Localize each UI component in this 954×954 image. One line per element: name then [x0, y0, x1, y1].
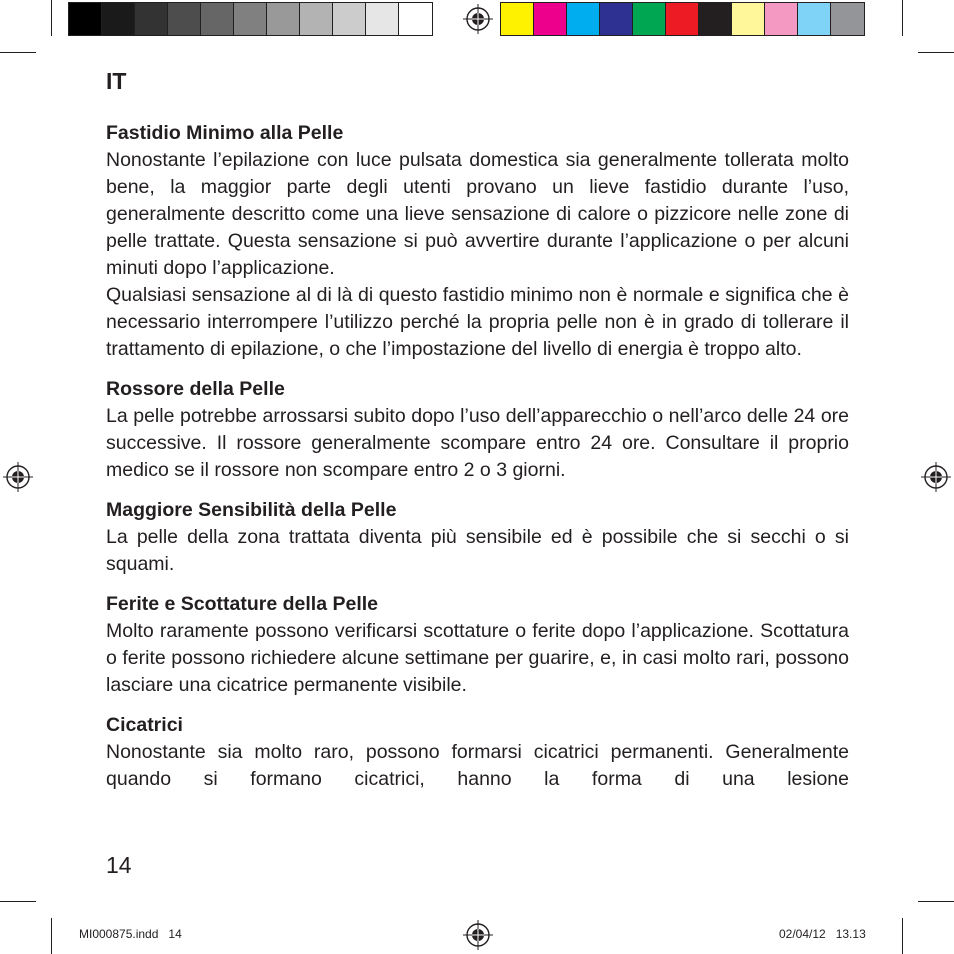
section-title: Fastidio Minimo alla Pelle: [106, 122, 344, 144]
crop-mark-top-left-horizontal: [0, 52, 36, 53]
color-swatch: [69, 3, 102, 35]
section-wounds-burns: [106, 591, 849, 699]
registration-mark-icon: [463, 920, 493, 950]
color-swatch: [201, 3, 234, 35]
registration-mark-icon: [463, 4, 493, 34]
color-swatch: [600, 3, 633, 35]
section-title: Ferite e Scottature della Pelle: [106, 593, 379, 615]
slug-date-time: 02/04/12 13.13: [779, 927, 866, 941]
section-scars: [106, 712, 849, 793]
crop-mark-bottom-left-horizontal: [0, 901, 36, 902]
page-number: 14: [106, 852, 132, 878]
color-swatch: [666, 3, 699, 35]
section-minimal-discomfort: [106, 120, 849, 363]
page-content: [106, 120, 849, 806]
section-title: Cicatrici: [106, 714, 183, 736]
crop-mark-bottom-right-vertical: [902, 918, 903, 954]
section-title: Rossore della Pelle: [106, 378, 285, 400]
section-paragraph: Molto raramente possono verificarsi scottature o ferite dopo l’applicazione. Scottatura o ferite possono richiedere alcune settimane per guarire, e, in casi molto rari, possono lasciare una cicatrice permanente visibile.: [106, 620, 849, 696]
color-swatch: [102, 3, 135, 35]
crop-mark-bottom-left-vertical: [51, 918, 52, 954]
color-swatch: [633, 3, 666, 35]
color-swatch: [798, 3, 831, 35]
section-paragraph: La pelle potrebbe arrossarsi subito dopo l’uso dell’apparecchio o nell’arco delle 24 ore successive. Il rossore generalmente scompare entro 24 ore. Consultare il proprio medico se il rossore non scompare entro 2 o 3 giorni.: [106, 405, 849, 481]
crop-mark-top-right-vertical: [902, 0, 903, 36]
section-paragraph: Qualsiasi sensazione al di là di questo fastidio minimo non è normale e significa che è necessario interrompere l’utilizzo perché la propria pelle non è in grado di tollerare il trattamento di epilazione, o che l’impostazione del livello di energia è troppo alto.: [106, 284, 849, 360]
grayscale-color-bar: [68, 2, 433, 36]
color-swatch: [366, 3, 399, 35]
color-swatch: [732, 3, 765, 35]
color-swatch: [501, 3, 534, 35]
color-swatch: [267, 3, 300, 35]
language-code: IT: [106, 68, 127, 94]
color-swatch: [300, 3, 333, 35]
registration-mark-icon: [921, 462, 951, 492]
color-swatch: [534, 3, 567, 35]
color-swatch: [699, 3, 732, 35]
color-swatch: [399, 3, 432, 35]
crop-mark-bottom-right-horizontal: [918, 901, 954, 902]
section-skin-redness: [106, 376, 849, 484]
section-title: Maggiore Sensibilità della Pelle: [106, 499, 397, 521]
color-swatch: [765, 3, 798, 35]
color-swatch: [168, 3, 201, 35]
process-color-bar: [500, 2, 865, 36]
section-paragraph: La pelle della zona trattata diventa più sensibile ed è possibile che si secchi o si squami.: [106, 526, 849, 575]
color-swatch: [567, 3, 600, 35]
color-swatch: [333, 3, 366, 35]
section-paragraph: Nonostante l’epilazione con luce pulsata domestica sia generalmente tollerata molto bene, la maggior parte degli utenti provano un lieve fastidio durante l’uso, generalmente descritto come una lieve sensazione di calore o pizzicore nelle zone di pelle trattate. Questa sensazione si può avvertire durante l’applicazione o per alcuni minuti dopo l’applicazione.: [106, 149, 849, 279]
registration-mark-icon: [3, 462, 33, 492]
crop-mark-top-left-vertical: [51, 0, 52, 36]
color-swatch: [234, 3, 267, 35]
crop-mark-top-right-horizontal: [918, 52, 954, 53]
color-swatch: [831, 3, 864, 35]
slug-file-name: MI000875.indd 14: [79, 927, 182, 941]
color-swatch: [135, 3, 168, 35]
section-skin-sensitivity: [106, 497, 849, 578]
section-paragraph: Nonostante sia molto raro, possono formarsi cicatrici permanenti. Generalmente quando si formano cicatrici, hanno la forma di una lesione: [106, 741, 849, 790]
